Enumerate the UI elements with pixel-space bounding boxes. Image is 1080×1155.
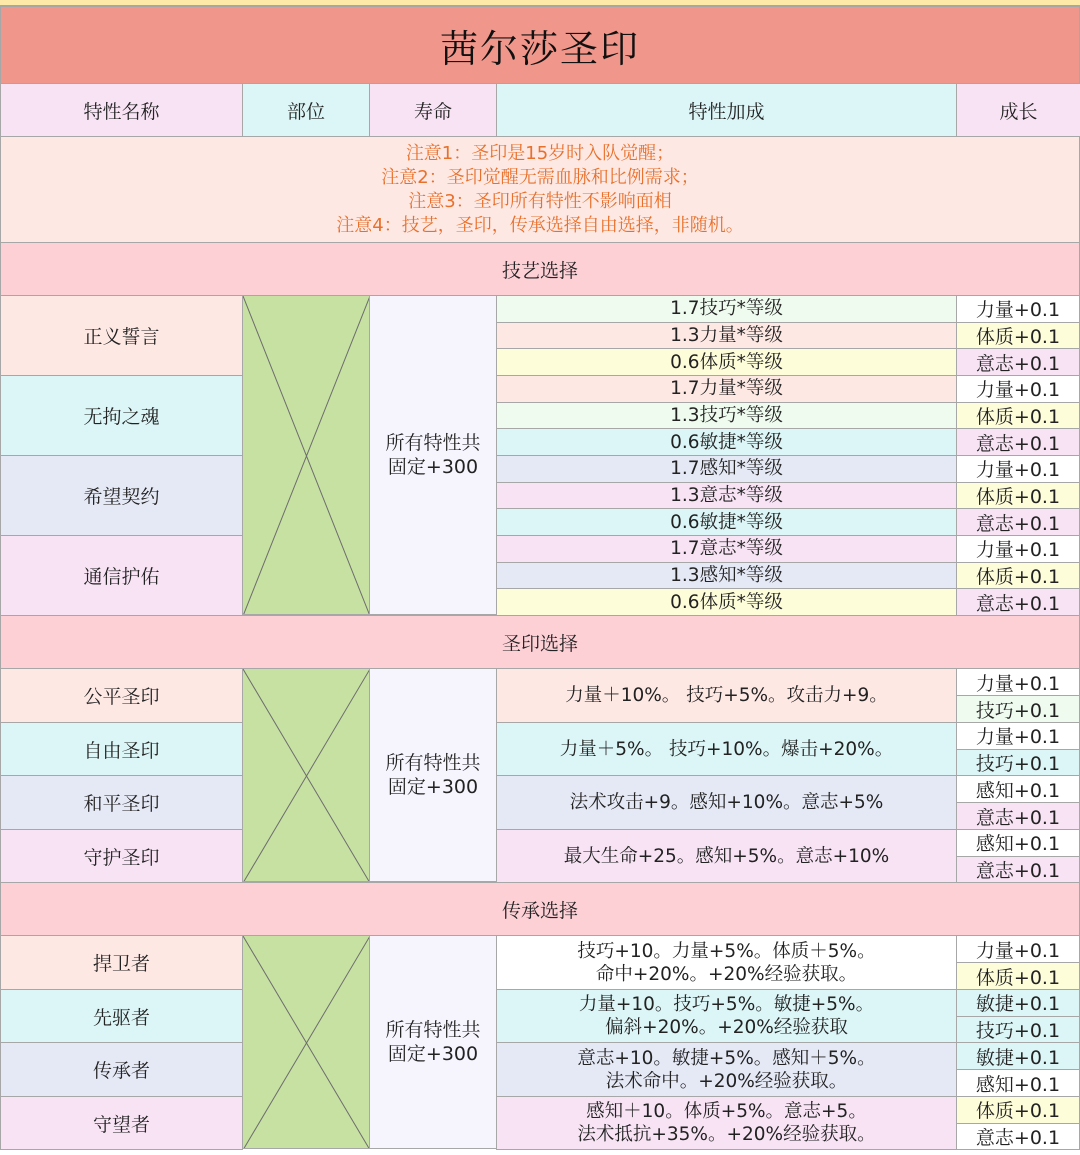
lifespan-line: 所有特性共	[385, 752, 481, 774]
growth-text: 意志+0.1	[975, 512, 1061, 535]
growth-cell	[956, 535, 1080, 563]
bonus-text: 力量+10。技巧+5%。敏捷+5%。	[578, 994, 875, 1015]
column-header-label: 特性加成	[688, 100, 765, 123]
trait-name-cell	[0, 375, 243, 456]
bonus-cell	[496, 348, 957, 376]
growth-text: 体质+0.1	[975, 966, 1061, 989]
section-title: 技艺选择	[501, 259, 578, 282]
growth-cell	[956, 588, 1080, 616]
growth-cell	[956, 322, 1080, 350]
growth-cell	[956, 695, 1080, 723]
growth-text: 意志+0.1	[975, 1126, 1061, 1149]
part-empty-cell	[242, 935, 370, 1149]
bonus-text: 力量＋10%。 技巧+5%。攻击力+9。	[565, 685, 888, 706]
growth-text: 力量+0.1	[975, 939, 1061, 962]
bonus-text: 力量＋5%。 技巧+10%。爆击+20%。	[559, 738, 894, 760]
trait-name-cell	[0, 668, 243, 723]
growth-text: 敏捷+0.1	[975, 993, 1061, 1016]
lifespan-cell	[369, 668, 497, 882]
lifespan-line: 固定+300	[387, 1043, 479, 1065]
bonus-cell	[496, 562, 957, 590]
growth-text: 意志+0.1	[975, 592, 1061, 615]
growth-text: 技巧+0.1	[975, 699, 1061, 722]
section-header	[0, 882, 1080, 936]
bonus-text: 意志+10。敏捷+5%。感知＋5%。	[577, 1047, 876, 1069]
bonus-text: 1.7力量*等级	[670, 378, 783, 400]
section-title: 圣印选择	[501, 632, 578, 655]
bonus-text: 技巧+10。力量+5%。体质＋5%。	[577, 940, 876, 962]
growth-cell	[956, 428, 1080, 456]
bonus-cell	[496, 455, 957, 483]
growth-cell	[956, 295, 1080, 323]
growth-text: 体质+0.1	[975, 325, 1061, 348]
growth-text: 技巧+0.1	[975, 752, 1061, 775]
trait-name-cell	[0, 1096, 243, 1150]
bonus-cell	[496, 322, 957, 350]
column-header-life	[369, 83, 497, 137]
trait-name: 通信护佑	[83, 566, 160, 588]
lifespan-line: 固定+300	[387, 776, 479, 798]
bonus-text: 1.3意志*等级	[670, 484, 783, 506]
bonus-cell	[496, 989, 957, 1043]
bonus-cell	[496, 428, 957, 456]
lifespan-line: 所有特性共	[385, 432, 481, 454]
trait-name-cell	[0, 455, 243, 536]
growth-text: 体质+0.1	[975, 1100, 1061, 1123]
growth-cell	[956, 749, 1080, 777]
growth-text: 感知+0.1	[975, 833, 1061, 856]
column-header-label: 特性名称	[83, 100, 160, 123]
bonus-text: 命中+20%。+20%经验获取。	[595, 963, 858, 985]
bonus-cell	[496, 295, 957, 323]
growth-text: 意志+0.1	[975, 859, 1061, 882]
growth-cell	[956, 1096, 1080, 1124]
growth-text: 力量+0.1	[975, 459, 1061, 482]
sheet-title-text: 茜尔莎圣印	[439, 26, 640, 71]
lifespan-line: 固定+300	[387, 456, 479, 478]
bonus-text: 法术抵抗+35%。+20%经验获取。	[577, 1124, 876, 1145]
growth-cell	[956, 802, 1080, 830]
trait-name-cell	[0, 935, 243, 990]
trait-name: 公平圣印	[83, 686, 160, 708]
bonus-text: 感知＋10。体质+5%。意志+5。	[586, 1101, 867, 1122]
lifespan-line: 所有特性共	[385, 1019, 481, 1041]
growth-cell	[956, 402, 1080, 430]
growth-cell	[956, 722, 1080, 750]
cross-icon	[243, 296, 370, 615]
lifespan-cell	[369, 935, 497, 1149]
trait-name: 捍卫者	[92, 953, 150, 975]
cross-icon	[243, 936, 370, 1149]
trait-name: 希望契约	[83, 486, 160, 508]
note-line: 注意4：技艺，圣印，传承选择自由选择，非随机。	[336, 214, 744, 236]
column-header-growth	[956, 83, 1080, 137]
column-header-label: 部位	[286, 100, 325, 123]
growth-text: 意志+0.1	[975, 432, 1061, 455]
bonus-cell	[496, 588, 957, 616]
trait-name-cell	[0, 1042, 243, 1097]
growth-cell	[956, 1069, 1080, 1097]
part-empty-cell	[242, 668, 370, 882]
trait-name-cell	[0, 775, 243, 830]
growth-text: 力量+0.1	[975, 299, 1061, 322]
growth-cell	[956, 482, 1080, 510]
growth-text: 敏捷+0.1	[975, 1046, 1061, 1069]
bonus-cell	[496, 482, 957, 510]
bonus-text: 法术攻击+9。感知+10%。意志+5%	[569, 792, 884, 813]
growth-text: 力量+0.1	[975, 379, 1061, 402]
growth-cell	[956, 1016, 1080, 1044]
growth-text: 体质+0.1	[975, 565, 1061, 588]
sheet-title	[0, 6, 1080, 84]
section-header	[0, 615, 1080, 669]
bonus-cell	[496, 668, 957, 723]
growth-cell	[956, 829, 1080, 857]
growth-cell	[956, 508, 1080, 536]
column-header-bonus	[496, 83, 957, 137]
growth-cell	[956, 775, 1080, 803]
bonus-text: 0.6敏捷*等级	[670, 431, 783, 453]
growth-cell	[956, 455, 1080, 483]
bonus-cell	[496, 829, 957, 883]
growth-cell	[956, 1042, 1080, 1070]
growth-text: 技巧+0.1	[975, 1019, 1061, 1042]
bonus-text: 1.3力量*等级	[670, 324, 783, 346]
bonus-text: 0.6敏捷*等级	[670, 511, 783, 533]
growth-text: 力量+0.1	[975, 539, 1061, 562]
growth-cell	[956, 348, 1080, 376]
growth-cell	[956, 562, 1080, 590]
section-header	[0, 242, 1080, 296]
bonus-text: 最大生命+25。感知+5%。意志+10%	[563, 845, 890, 867]
bonus-cell	[496, 1042, 957, 1097]
trait-name-cell	[0, 829, 243, 883]
note-line: 注意3：圣印所有特性不影响面相	[408, 190, 672, 212]
growth-text: 力量+0.1	[975, 726, 1061, 749]
trait-name-cell	[0, 295, 243, 376]
bonus-cell	[496, 508, 957, 536]
note-line: 注意1：圣印是15岁时入队觉醒；	[405, 142, 675, 164]
trait-name: 先驱者	[92, 1006, 150, 1029]
growth-text: 意志+0.1	[975, 806, 1061, 829]
growth-text: 体质+0.1	[975, 405, 1061, 428]
column-header-name	[0, 83, 243, 137]
trait-name: 和平圣印	[83, 793, 160, 815]
trait-name: 无拘之魂	[83, 406, 160, 428]
notes-box	[0, 136, 1080, 243]
section-title: 传承选择	[501, 899, 578, 922]
growth-cell	[956, 375, 1080, 403]
lifespan-cell	[369, 295, 497, 615]
trait-name: 守护圣印	[83, 846, 160, 869]
trait-name: 守望者	[92, 1113, 150, 1136]
trait-name: 正义誓言	[83, 326, 160, 348]
bonus-text: 1.7意志*等级	[670, 538, 783, 560]
bonus-text: 0.6体质*等级	[670, 591, 783, 613]
bonus-cell	[496, 722, 957, 776]
growth-text: 意志+0.1	[975, 352, 1061, 375]
bonus-text: 1.3感知*等级	[670, 564, 783, 586]
bonus-text: 1.7技巧*等级	[670, 298, 783, 320]
bonus-text: 0.6体质*等级	[670, 351, 783, 373]
bonus-cell	[496, 1096, 957, 1150]
growth-text: 感知+0.1	[975, 1073, 1061, 1096]
growth-cell	[956, 668, 1080, 696]
growth-text: 感知+0.1	[975, 779, 1061, 802]
growth-cell	[956, 856, 1080, 884]
trait-name-cell	[0, 722, 243, 776]
growth-cell	[956, 989, 1080, 1017]
bonus-cell	[496, 775, 957, 830]
column-header-part	[242, 83, 370, 137]
column-header-label: 寿命	[413, 100, 452, 123]
growth-text: 力量+0.1	[975, 672, 1061, 695]
bonus-text: 1.3技巧*等级	[670, 404, 783, 426]
bonus-cell	[496, 402, 957, 430]
bonus-text: 法术命中。+20%经验获取。	[605, 1070, 848, 1092]
trait-name-cell	[0, 989, 243, 1043]
bonus-text: 1.7感知*等级	[670, 458, 783, 480]
bonus-cell	[496, 535, 957, 563]
bonus-text: 偏斜+20%。+20%经验获取	[605, 1017, 848, 1038]
trait-name: 自由圣印	[83, 739, 160, 762]
trait-name: 传承者	[92, 1060, 150, 1082]
growth-cell	[956, 935, 1080, 963]
part-empty-cell	[242, 295, 370, 615]
bonus-cell	[496, 375, 957, 403]
column-header-label: 成长	[999, 100, 1038, 123]
note-line: 注意2：圣印觉醒无需血脉和比例需求；	[381, 166, 699, 188]
bonus-cell	[496, 935, 957, 990]
growth-cell	[956, 1123, 1080, 1151]
growth-cell	[956, 962, 1080, 990]
growth-text: 体质+0.1	[975, 485, 1061, 508]
trait-name-cell	[0, 535, 243, 616]
cross-icon	[243, 669, 370, 882]
